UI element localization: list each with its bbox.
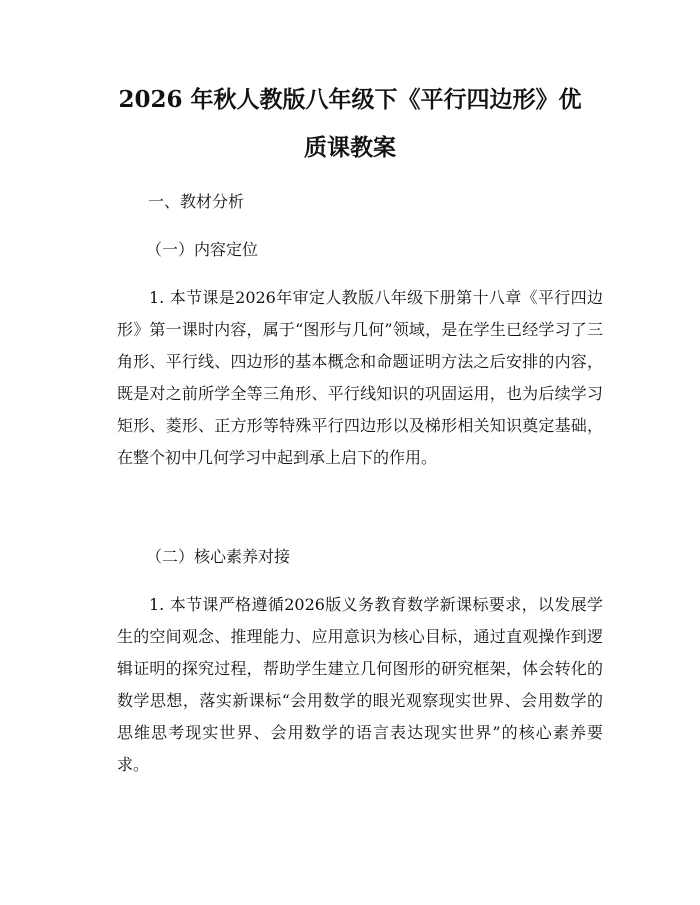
subsection-heading-core-literacy: （二）核心素养对接 [146,547,291,566]
document-title-line-2: 质课教案 [304,134,396,161]
document-title-line-1: 2026 年秋人教版八年级下《平行四边形》优 [118,86,582,113]
paragraph-core-literacy: 1. 本节课严格遵循2026版义务教育数学新课标要求，以发展学生的空间观念、推理能力、应用意识为核心目标，通过直观操作到逻辑证明的探究过程，帮助学生建立几何图形的研究框架，体会转化的数学思想，落实新课标“会用数学的眼光观察现实世界、会用数学的思维思考现实世界、会用数学的语言表达现实世界”的核心素养要求。 [117,595,603,774]
section-heading-textbook-analysis: 一、教材分析 [148,192,245,211]
paragraph-content-positioning: 1. 本节课是2026年审定人教版八年级下册第十八章《平行四边形》第一课时内容，属于“图形与几何”领域，是在学生已经学习了三角形、平行线、四边形的基本概念和命题证明方法之后安排的内容，既是对之前所学全等三角形、平行线知识的巩固运用，也为后续学习矩形、菱形、正方形等特殊平行四边形以及梯形相关知识奠定基础，在整个初中几何学习中起到承上启下的作用。 [117,288,603,467]
subsection-heading-content-positioning: （一）内容定位 [146,240,259,259]
